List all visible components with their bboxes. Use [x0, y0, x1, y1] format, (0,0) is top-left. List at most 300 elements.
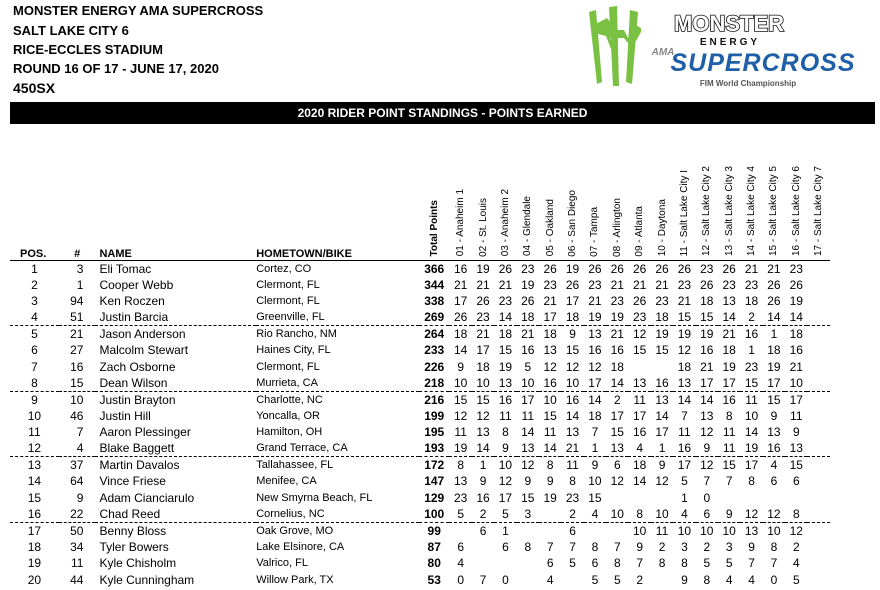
class-title: 450SX: [13, 80, 56, 96]
rider-round-points: 15: [521, 490, 535, 505]
col-header-total: [419, 130, 450, 260]
col-header-round-13: [718, 130, 740, 260]
rider-name: Kyle Chisholm: [99, 556, 177, 571]
col-header-round-4-label: 04 - Glendale: [522, 196, 534, 257]
rider-round-points: [606, 490, 628, 506]
rider-round-points: 16: [651, 375, 673, 392]
col-header-name: NAME: [99, 247, 132, 260]
rider-round-points: 13: [543, 343, 557, 358]
rider-round-points: 23: [453, 490, 468, 505]
rider-round-points: 11: [718, 440, 740, 457]
rider-round-points: 10: [744, 408, 759, 423]
rider-round-points: 26: [700, 277, 714, 292]
table-row: [10, 358, 830, 374]
rider-hometown: Clermont, FL: [256, 278, 320, 291]
rider-number: 10: [70, 392, 84, 407]
rider-round-points: 15: [476, 392, 490, 407]
rider-name: Tyler Bowers: [99, 540, 169, 555]
rider-round-points: 7: [703, 474, 711, 489]
rider-round-points: 17: [744, 458, 759, 473]
rider-round-points: 9: [636, 540, 643, 555]
rider-round-points: 14: [744, 425, 759, 440]
series-title: MONSTER ENERGY AMA SUPERCROSS: [13, 3, 264, 18]
rider-round-points: 14: [472, 440, 494, 457]
rider-round-points: 2: [792, 540, 800, 555]
col-header-round-5-label: 05 - Oakland: [544, 199, 556, 257]
rider-round-points: 15: [740, 375, 762, 392]
rider-pos: 12: [10, 440, 59, 457]
rider-round-points: 4: [770, 458, 778, 473]
rider-name: Martin Davalos: [99, 458, 180, 473]
rider-pos: 2: [31, 277, 38, 292]
rider-round-points: 11: [566, 458, 579, 473]
rider-round-points: 11: [454, 425, 467, 440]
rider-round-points: 12: [655, 474, 669, 489]
rider-hometown: Haines City, FL: [256, 344, 331, 357]
rider-round-points: 8: [613, 556, 621, 571]
rider-round-points: 13: [700, 408, 714, 423]
rider-number: 15: [59, 375, 96, 392]
rider-round-points: 8: [770, 540, 778, 555]
rider-round-points: [517, 555, 539, 571]
rider-total-points: 338: [424, 293, 445, 308]
rider-round-points: 12: [588, 359, 602, 374]
rider-round-points: [807, 375, 830, 392]
rider-round-points: 26: [632, 261, 647, 276]
rider-round-points: 2: [703, 540, 711, 555]
rider-round-points: 10: [517, 375, 539, 392]
rider-round-points: 19: [655, 327, 669, 342]
rider-round-points: 9: [524, 474, 532, 489]
rider-round-points: 6: [457, 540, 464, 555]
col-header-round-15-label: 15 - Salt Lake City 5: [768, 166, 780, 257]
rider-hometown: Greenville, FL: [256, 309, 419, 326]
rider-name: Cooper Webb: [99, 277, 174, 292]
table-row: [10, 555, 830, 571]
col-header-round-5: [539, 130, 561, 260]
rider-round-points: 7: [591, 425, 599, 440]
monster-supercross-logo: [584, 4, 874, 96]
rider-round-points: 10: [588, 474, 602, 489]
rider-name: Blake Baggett: [95, 440, 256, 457]
rider-name: Ken Roczen: [99, 293, 165, 308]
rider-round-points: 1: [502, 523, 509, 538]
rider-round-points: 18: [588, 408, 602, 423]
rider-round-points: 21: [655, 277, 669, 292]
rider-round-points: 5: [792, 572, 800, 587]
rider-round-points: 12: [763, 506, 785, 523]
rider-round-points: [807, 424, 830, 440]
rider-hometown: Willow Park, TX: [256, 573, 334, 586]
rider-round-points: 19: [449, 440, 471, 457]
rider-total-points: 216: [424, 392, 445, 407]
rider-round-points: 7: [546, 540, 554, 555]
rider-round-points: [807, 309, 830, 326]
rider-round-points: 1: [770, 327, 778, 342]
rider-round-points: 17: [610, 408, 624, 423]
rider-round-points: 8: [681, 556, 688, 571]
rider-round-points: 16: [453, 261, 468, 276]
rider-hometown: Clermont, FL: [256, 360, 320, 373]
rider-round-points: 26: [610, 261, 624, 276]
col-header-total-label: Total Points: [428, 200, 440, 257]
table-row: [10, 473, 830, 489]
rider-round-points: [763, 490, 785, 506]
rider-round-points: 16: [588, 343, 602, 358]
rider-pos: 11: [28, 425, 41, 440]
rider-round-points: 3: [517, 506, 539, 523]
rider-round-points: 26: [655, 261, 669, 276]
rider-round-points: 13: [767, 425, 781, 440]
table-row: [10, 522, 830, 539]
rider-round-points: [740, 490, 762, 506]
rider-round-points: [807, 326, 830, 343]
rider-round-points: 0: [502, 572, 509, 587]
rider-round-points: 12: [498, 474, 513, 489]
rider-round-points: 13: [606, 440, 628, 457]
standings-title-bar: 2020 RIDER POINT STANDINGS - POINTS EARNED: [10, 102, 875, 124]
rider-round-points: 11: [655, 523, 669, 538]
rider-round-points: 21: [498, 277, 513, 292]
rider-round-points: 23: [677, 277, 692, 292]
rider-round-points: 18: [744, 293, 759, 308]
rider-round-points: 10: [632, 523, 647, 538]
rider-round-points: 11: [790, 408, 803, 423]
rider-round-points: 6: [502, 540, 509, 555]
rider-round-points: 26: [521, 293, 535, 308]
rider-round-points: 26: [677, 261, 692, 276]
rider-round-points: 13: [494, 375, 516, 392]
rider-round-points: 3: [725, 540, 733, 555]
col-header-round-11-label: 11 - Salt Lake City I: [678, 169, 690, 257]
col-header-round-15: [763, 130, 785, 260]
rider-round-points: 19: [476, 261, 490, 276]
rider-round-points: 13: [517, 440, 539, 457]
col-header-pos: POS.: [20, 247, 47, 260]
col-header-round-12-label: 12 - Salt Lake City 2: [701, 166, 713, 257]
rider-round-points: 19: [543, 490, 557, 505]
rider-round-points: 14: [763, 309, 785, 326]
rider-hometown: Cortez, CO: [256, 262, 312, 275]
rider-round-points: 8: [785, 506, 807, 523]
rider-round-points: 12: [789, 523, 803, 538]
table-row: [10, 260, 830, 277]
rider-total-points: 172: [424, 458, 445, 473]
rider-name: Justin Hill: [99, 408, 151, 423]
rider-name: Vince Friese: [99, 474, 166, 489]
rider-round-points: 13: [722, 293, 736, 308]
rider-round-points: 4: [546, 572, 554, 587]
rider-round-points: 4: [673, 506, 695, 523]
rider-round-points: 16: [539, 375, 561, 392]
rider-number: 34: [70, 540, 84, 555]
rider-round-points: 16: [673, 440, 695, 457]
rider-number: 64: [70, 474, 84, 489]
rider-round-points: 11: [745, 392, 758, 407]
rider-round-points: 19: [740, 440, 762, 457]
rider-round-points: 5: [494, 506, 516, 523]
rider-name: Chad Reed: [95, 506, 256, 523]
rider-round-points: 18: [543, 327, 557, 342]
rider-round-points: 2: [658, 540, 666, 555]
col-header-round-9: [628, 130, 650, 260]
rider-round-points: 1: [681, 490, 688, 505]
rider-round-points: 16: [744, 327, 759, 342]
rider-round-points: 15: [789, 458, 803, 473]
rider-pos: 9: [31, 392, 38, 407]
table-row: [10, 293, 830, 309]
rider-round-points: 12: [677, 343, 692, 358]
rider-number: 7: [76, 425, 84, 440]
rider-round-points: 5: [681, 474, 688, 489]
rider-round-points: [517, 571, 539, 587]
col-header-round-10-label: 10 - Daytona: [656, 199, 668, 257]
rider-pos: 17: [27, 523, 42, 538]
rider-round-points: 12: [565, 359, 580, 374]
rider-round-points: 7: [613, 540, 621, 555]
rider-round-points: 23: [543, 277, 557, 292]
rider-round-points: 7: [748, 556, 755, 571]
table-header-row: [10, 130, 830, 260]
rider-pos: 18: [27, 540, 42, 555]
rider-round-points: 18: [722, 343, 736, 358]
rider-round-points: 8: [591, 540, 599, 555]
ama-label: AMA: [651, 47, 675, 58]
rider-round-points: [807, 391, 830, 408]
rider-round-points: 17: [539, 309, 561, 326]
rider-round-points: 16: [763, 440, 785, 457]
event-title: SALT LAKE CITY 6: [13, 23, 129, 38]
rider-pos: 14: [27, 474, 42, 489]
rider-hometown: New Smyrna Beach, FL: [256, 491, 373, 504]
rider-round-points: 5: [524, 359, 532, 374]
energy-wordmark: ENERGY: [699, 37, 761, 48]
rider-round-points: 11: [722, 425, 736, 440]
rider-pos: 1: [31, 261, 38, 276]
rider-round-points: 23: [655, 293, 669, 308]
rider-round-points: 12: [521, 458, 535, 473]
col-header-round-1-label: 01 - Anaheim 1: [455, 189, 467, 257]
rider-round-points: 13: [628, 375, 650, 392]
rider-round-points: 8: [703, 572, 711, 587]
rider-round-points: 10: [651, 506, 673, 523]
rider-round-points: 5: [703, 556, 711, 571]
rider-round-points: 21: [722, 327, 736, 342]
rider-round-points: 15: [543, 408, 557, 423]
rider-round-points: 26: [449, 309, 471, 326]
rider-round-points: 14: [700, 392, 714, 407]
rider-round-points: 2: [472, 506, 494, 523]
rider-round-points: 26: [789, 277, 803, 292]
rider-round-points: [651, 358, 673, 374]
rider-round-points: [807, 539, 830, 555]
col-header-round-6-label: 06 - San Diego: [567, 189, 579, 257]
rider-round-points: 9: [457, 359, 464, 374]
rider-round-points: 18: [476, 359, 490, 374]
rider-round-points: 17: [632, 408, 647, 423]
rider-total-points: 199: [424, 408, 445, 423]
table-row: [10, 424, 830, 440]
table-row: [10, 506, 830, 523]
rider-round-points: 6: [696, 506, 718, 523]
rider-round-points: [539, 506, 561, 523]
rider-round-points: 3: [681, 540, 688, 555]
rider-round-points: 4: [584, 506, 606, 523]
rider-round-points: 19: [584, 309, 606, 326]
rider-round-points: 16: [722, 392, 736, 407]
rider-total-points: 264: [424, 327, 445, 342]
rider-round-points: 19: [789, 293, 803, 308]
rider-round-points: 17: [498, 490, 513, 505]
rider-round-points: 9: [718, 506, 740, 523]
rider-round-points: 10: [543, 392, 557, 407]
rider-round-points: 5: [449, 506, 471, 523]
rider-round-points: 17: [521, 392, 535, 407]
rider-round-points: 13: [476, 425, 490, 440]
rider-name: Jason Anderson: [99, 327, 186, 342]
table-row: [10, 539, 830, 555]
rider-round-points: 23: [565, 490, 580, 505]
rider-number: 11: [70, 556, 84, 571]
rider-round-points: [651, 490, 673, 506]
rider-total-points: 269: [419, 309, 450, 326]
rider-round-points: 4: [628, 440, 650, 457]
rider-round-points: 18: [767, 343, 781, 358]
rider-round-points: 8: [502, 425, 509, 440]
col-header-round-16-label: 16 - Salt Lake City 6: [790, 166, 802, 257]
rider-pos: 8: [10, 375, 59, 392]
rider-round-points: [718, 490, 740, 506]
rider-round-points: 21: [700, 359, 714, 374]
rider-round-points: 6: [479, 523, 487, 538]
rider-round-points: 15: [722, 458, 736, 473]
rider-round-points: 2: [740, 309, 762, 326]
rider-round-points: 14: [785, 309, 807, 326]
rider-round-points: 17: [453, 293, 468, 308]
rider-round-points: [807, 358, 830, 374]
rider-round-points: 19: [565, 261, 580, 276]
rider-round-points: 9: [770, 408, 778, 423]
rider-round-points: 6: [591, 556, 599, 571]
col-header-round-10: [651, 130, 673, 260]
rider-round-points: 15: [588, 490, 602, 505]
rider-round-points: [539, 522, 561, 539]
monster-wordmark: MONSTER: [674, 11, 784, 36]
rider-round-points: 23: [498, 293, 513, 308]
rider-round-points: 7: [681, 408, 688, 423]
rider-round-points: 13: [744, 523, 759, 538]
rider-round-points: [807, 571, 830, 587]
col-header-round-2: [472, 130, 494, 260]
rider-round-points: 10: [677, 523, 692, 538]
table-row: [10, 326, 830, 343]
rider-round-points: 6: [792, 474, 800, 489]
rider-round-points: 9: [494, 440, 516, 457]
col-header-round-17: [807, 130, 830, 260]
col-header-round-6: [561, 130, 583, 260]
rider-total-points: 193: [419, 440, 450, 457]
rider-round-points: 26: [767, 293, 781, 308]
rider-round-points: [494, 555, 516, 571]
rider-round-points: 4: [792, 556, 800, 571]
col-header-round-1: [449, 130, 471, 260]
rider-round-points: 9: [591, 458, 599, 473]
rider-round-points: 15: [655, 343, 669, 358]
col-header-round-8-label: 08 - Arlington: [611, 197, 623, 257]
rider-pos: 20: [27, 572, 42, 587]
rider-round-points: 11: [499, 408, 512, 423]
rider-round-points: 18: [789, 327, 803, 342]
col-header-round-9-label: 09 - Atlanta: [634, 205, 646, 257]
col-header-hometown: HOMETOWN/BIKE: [256, 247, 352, 260]
col-header-round-17-label: 17 - Salt Lake City 7: [813, 166, 825, 257]
rider-number: 21: [70, 327, 84, 342]
rider-pos: 16: [10, 506, 59, 523]
rider-name: Zach Osborne: [99, 359, 176, 374]
rider-round-points: 17: [565, 293, 580, 308]
rider-round-points: 18: [632, 458, 647, 473]
rider-round-points: 14: [718, 309, 740, 326]
rider-total-points: 366: [424, 261, 445, 276]
rider-pos: 13: [27, 458, 42, 473]
rider-round-points: 17: [655, 425, 669, 440]
rider-hometown: Cornelius, NC: [256, 506, 419, 523]
table-row: [10, 277, 830, 293]
rider-total-points: 147: [424, 474, 445, 489]
rider-round-points: [807, 260, 830, 277]
rider-hometown: Valrico, FL: [256, 557, 308, 570]
rider-round-points: 13: [565, 425, 580, 440]
rider-round-points: 21: [521, 327, 535, 342]
rider-pos: 4: [10, 309, 59, 326]
rider-total-points: 100: [419, 506, 450, 523]
col-header-round-4: [517, 130, 539, 260]
rider-round-points: 26: [498, 261, 513, 276]
col-header-round-14: [740, 130, 762, 260]
rider-total-points: 87: [427, 540, 441, 555]
rider-round-points: 18: [700, 293, 714, 308]
col-header-round-8: [606, 130, 628, 260]
col-header-round-13-label: 13 - Salt Lake City 3: [723, 166, 735, 257]
rider-round-points: 21: [561, 440, 583, 457]
fim-label: FIM World Championship: [699, 79, 797, 88]
rider-round-points: 12: [476, 408, 490, 423]
table-row: [10, 342, 830, 358]
rider-round-points: 10: [785, 375, 807, 392]
rider-hometown: Clermont, FL: [256, 294, 320, 307]
rider-round-points: 11: [633, 392, 646, 407]
rider-round-points: 10: [606, 506, 628, 523]
rider-name: Justin Brayton: [99, 392, 176, 407]
rider-name: Eli Tomac: [99, 261, 152, 276]
rider-round-points: [807, 293, 830, 309]
rider-round-points: 8: [658, 556, 666, 571]
rider-round-points: 8: [748, 474, 755, 489]
rider-round-points: 6: [546, 556, 554, 571]
rider-round-points: 18: [498, 327, 513, 342]
rider-hometown: Lake Elsinore, CA: [256, 541, 345, 554]
rider-name: Malcolm Stewart: [99, 343, 189, 358]
rider-number: 46: [70, 408, 84, 423]
rider-round-points: 21: [453, 277, 468, 292]
rider-round-points: 13: [588, 327, 602, 342]
rider-name: Aaron Plessinger: [99, 425, 191, 440]
rider-round-points: [651, 571, 673, 587]
rider-round-points: 10: [561, 375, 583, 392]
rider-round-points: 21: [632, 277, 647, 292]
rider-round-points: 4: [725, 572, 733, 587]
rider-round-points: 15: [498, 343, 513, 358]
